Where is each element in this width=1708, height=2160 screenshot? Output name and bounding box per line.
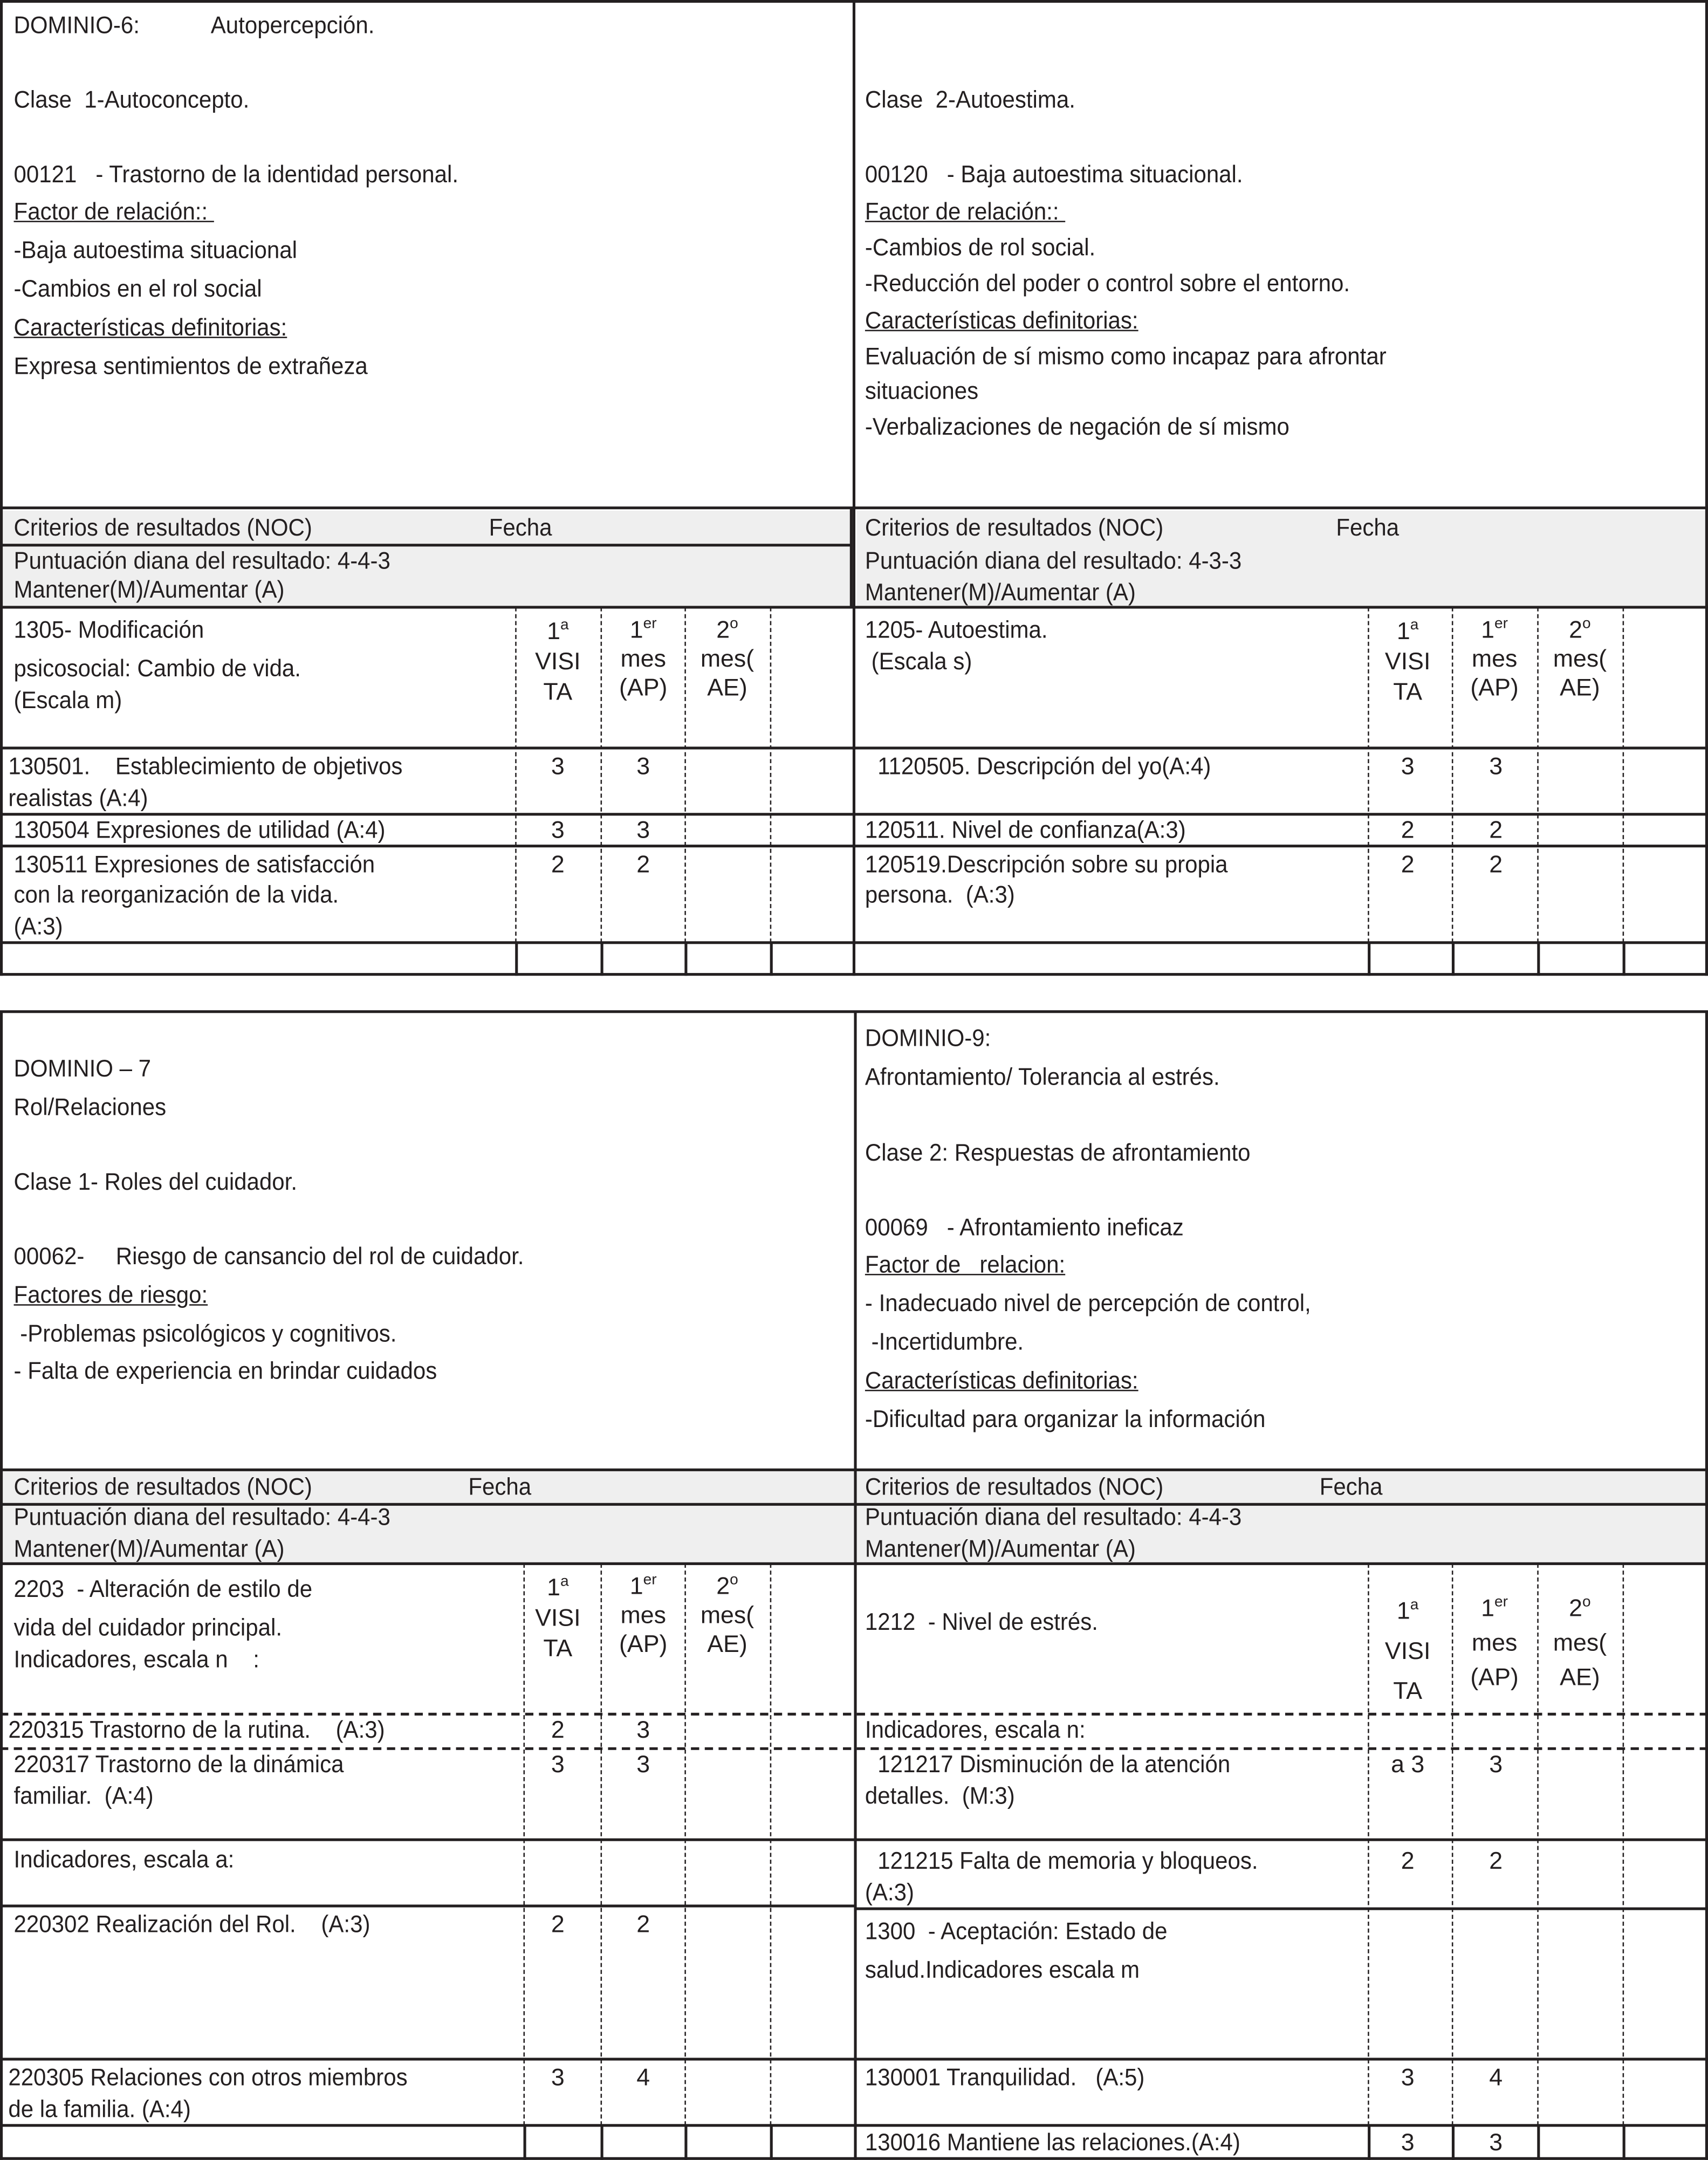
characteristic: -Dificultad para organizar la información (865, 1405, 1266, 1433)
maintain-increase-label: Mantener(M)/Aumentar (A) (865, 1534, 1136, 1562)
score-first-visit: 3 (1401, 2128, 1415, 2156)
characteristic: Evaluación de sí mismo como incapaz para afrontar (865, 342, 1387, 370)
score-first-month: 3 (636, 815, 650, 844)
indicator-text: familiar. (A:4) (13, 1781, 154, 1809)
target-score: Puntuación diana del resultado: 4-4-3 (13, 546, 390, 574)
indicator-text: 120511. Nivel de confianza(A:3) (865, 815, 1186, 844)
factor: - Inadecuado nivel de percepción de control, (865, 1289, 1311, 1317)
indicator-text: 220305 Relaciones con otros miembros (8, 2063, 408, 2091)
indicator-text: 130501. Establecimiento de objetivos (8, 752, 403, 780)
noc-outcome: 1205- Autoestima. (865, 615, 1048, 643)
col-divider (524, 2125, 526, 2160)
maintain-increase-label: Mantener(M)/Aumentar (A) (865, 578, 1136, 606)
noc-outcome: 1305- Modificación (13, 615, 204, 643)
col-header-second-month: 2$^o$ mes( AE) (700, 615, 754, 701)
score-first-visit: 3 (551, 1750, 565, 1778)
factor: -Cambios de rol social. (865, 233, 1096, 261)
date-label: Fecha (468, 1472, 532, 1500)
domain-name: Afrontamiento/ Tolerancia al estrés. (865, 1062, 1220, 1091)
col-divider (770, 607, 772, 943)
factor: -Incertidumbre. (865, 1327, 1024, 1355)
date-label: Fecha (489, 513, 552, 541)
noc-outcome: 1300 - Aceptación: Estado de (865, 1917, 1168, 1945)
indicator-text: (A:3) (865, 1878, 914, 1906)
indicator-text: con la reorganización de la vida. (13, 880, 339, 908)
date-label: Fecha (1319, 1472, 1383, 1500)
col-divider (601, 943, 603, 976)
col-divider (1368, 943, 1370, 976)
col-header-first-visit: 1$^a$ VISI TA (535, 616, 581, 705)
indicator-text: 130016 Mantiene las relaciones.(A:4) (865, 2128, 1240, 2156)
col-header-second-month: 2$^o$ mes( AE) (1553, 615, 1607, 701)
score-first-visit: 3 (1401, 752, 1415, 780)
score-first-month: 3 (636, 1715, 650, 1744)
characteristic: Expresa sentimientos de extrañeza (13, 352, 368, 380)
col-header-first-month: 1er mes (AP) (619, 1572, 668, 1658)
col-divider (770, 2125, 773, 2160)
class-label: Clase 1- Roles del cuidador. (13, 1167, 298, 1196)
factor-label: Factor de relacion: (865, 1250, 1066, 1278)
score-first-month: 3 (636, 1750, 650, 1778)
col-divider (601, 2125, 603, 2160)
score-first-month: 4 (1489, 2063, 1503, 2091)
indicator-text: 1120505. Descripción del yo(A:4) (865, 752, 1211, 780)
domain-title: DOMINIO-9: (865, 1024, 991, 1052)
col-header-first-month: 1er mes (AP) (1470, 1594, 1519, 1691)
score-first-visit: 2 (551, 850, 565, 878)
characteristics-label: Características definitorias: (865, 1366, 1138, 1394)
col-header-first-month: 1er mes (AP) (619, 615, 668, 701)
factor: -Cambios en el rol social (13, 275, 262, 303)
col-header-second-month: 2$^o$ mes( AE) (1553, 1594, 1607, 1691)
col-divider (1452, 943, 1455, 976)
score-first-visit: 2 (1401, 850, 1415, 878)
indicator-text: 130001 Tranquilidad. (A:5) (865, 2063, 1145, 2091)
factor: - Falta de experiencia en brindar cuidados (13, 1356, 437, 1384)
score-first-visit: a 3 (1391, 1750, 1425, 1778)
score-first-visit: 2 (1401, 1846, 1415, 1875)
target-score: Puntuación diana del resultado: 4-4-3 (865, 1503, 1242, 1531)
score-first-visit: 2 (551, 1910, 565, 1938)
divider (854, 1012, 856, 2160)
score-first-month: 3 (1489, 2128, 1503, 2156)
factor-label: Factor de relación:: (13, 197, 214, 225)
noc-outcome: 2203 - Alteración de estilo de (13, 1574, 313, 1602)
target-score: Puntuación diana del resultado: 4-4-3 (13, 1503, 390, 1531)
indicator-text: detalles. (M:3) (865, 1781, 1015, 1809)
diagnosis: 00120 - Baja autoestima situacional. (865, 160, 1243, 188)
col-divider (1623, 1564, 1624, 2125)
score-first-visit: 3 (551, 2063, 565, 2091)
indicator-text: realistas (A:4) (8, 784, 148, 812)
noc-outcome: psicosocial: Cambio de vida. (13, 654, 301, 682)
indicator-text: 121215 Falta de memoria y bloqueos. (865, 1846, 1258, 1875)
noc-outcome: salud.Indicadores escala m (865, 1956, 1140, 1984)
diagnosis: 00062- Riesgo de cansancio del rol de cuidador. (13, 1242, 524, 1270)
score-first-month: 3 (636, 752, 650, 780)
col-header-first-visit: 1$^a$ VISI TA (535, 1573, 581, 1662)
border (1705, 1012, 1708, 2160)
maintain-increase-label: Mantener(M)/Aumentar (A) (13, 575, 285, 604)
diagnosis: 00069 - Afrontamiento ineficaz (865, 1213, 1184, 1241)
indicator-text: de la familia. (A:4) (8, 2095, 191, 2123)
indicator-text: 220315 Trastorno de la rutina. (A:3) (8, 1715, 385, 1744)
score-first-month: 2 (1489, 850, 1503, 878)
col-divider (515, 943, 518, 976)
col-header-first-visit: 1$^a$ VISI TA (1384, 1596, 1431, 1705)
characteristic: situaciones (865, 376, 979, 404)
noc-criteria-label: Criterios de resultados (NOC) (13, 1472, 312, 1500)
noc-outcome: Indicadores, escala n : (13, 1645, 259, 1673)
score-first-month: 4 (636, 2063, 650, 2091)
noc-outcome: 1212 - Nivel de estrés. (865, 1608, 1098, 1636)
noc-outcome: vida del cuidador principal. (13, 1613, 283, 1641)
diagnosis: 00121 - Trastorno de la identidad personal. (13, 160, 459, 188)
factor-label: Factor de relación:: (865, 197, 1066, 225)
col-header-second-month: 2$^o$ mes( AE) (700, 1572, 754, 1658)
maintain-increase-label: Mantener(M)/Aumentar (A) (13, 1534, 285, 1562)
indicator-text: 130504 Expresiones de utilidad (A:4) (13, 815, 386, 844)
indicator-text: 130511 Expresiones de satisfacción (13, 850, 375, 878)
border (1705, 0, 1708, 976)
domain-name: Autopercepción. (210, 11, 375, 39)
col-divider (1623, 607, 1624, 943)
noc-criteria-label: Criterios de resultados (NOC) (865, 1472, 1164, 1500)
factor: -Problemas psicológicos y cognitivos. (13, 1319, 397, 1347)
date-label: Fecha (1336, 513, 1400, 541)
noc-outcome: (Escala s) (865, 647, 972, 675)
score-first-visit: 3 (1401, 2063, 1415, 2091)
divider (0, 1904, 854, 1907)
domain-title: DOMINIO – 7 (13, 1054, 152, 1082)
col-divider (684, 2125, 687, 2160)
score-first-month: 2 (1489, 815, 1503, 844)
col-divider (1623, 943, 1625, 976)
col-divider (1537, 943, 1540, 976)
col-header-first-visit: 1$^a$ VISI TA (1384, 616, 1431, 705)
border (0, 0, 3, 976)
col-divider (770, 943, 773, 976)
score-first-visit: 2 (1401, 815, 1415, 844)
class-label: Clase 1-Autoconcepto. (13, 85, 250, 113)
indicator-text: (A:3) (13, 912, 63, 940)
noc-criteria-label: Criterios de resultados (NOC) (13, 513, 312, 541)
score-first-month: 2 (1489, 1846, 1503, 1875)
score-first-month: 3 (1489, 1750, 1503, 1778)
characteristics-label: Características definitorias: (865, 306, 1138, 334)
indicator-scale-label: Indicadores, escala n: (865, 1715, 1086, 1744)
col-divider (770, 1564, 772, 2125)
class-label: Clase 2: Respuestas de afrontamiento (865, 1139, 1251, 1167)
divider (853, 0, 855, 976)
class-label: Clase 2-Autoestima. (865, 85, 1075, 113)
noc-criteria-label: Criterios de resultados (NOC) (865, 513, 1164, 541)
indicator-text: 120519.Descripción sobre su propia (865, 850, 1228, 878)
score-first-visit: 2 (551, 1715, 565, 1744)
score-first-month: 3 (1489, 752, 1503, 780)
divider (854, 1908, 1707, 1910)
indicator-text: 220302 Realización del Rol. (A:3) (13, 1910, 371, 1938)
col-divider (1623, 2125, 1625, 2160)
col-divider (684, 943, 687, 976)
characteristic: -Verbalizaciones de negación de sí mismo (865, 413, 1289, 441)
score-first-visit: 3 (551, 752, 565, 780)
indicator-scale-label: Indicadores, escala a: (13, 1845, 235, 1873)
divider (850, 508, 853, 607)
indicator-text: 121217 Disminución de la atención (865, 1750, 1231, 1778)
characteristics-label: Características definitorias: (13, 313, 287, 341)
domain-title: DOMINIO-6: (13, 11, 140, 39)
risk-factors-label: Factores de riesgo: (13, 1280, 208, 1308)
score-first-visit: 3 (551, 815, 565, 844)
col-header-first-month: 1er mes (AP) (1470, 615, 1519, 701)
score-first-month: 2 (636, 850, 650, 878)
factor: -Baja autoestima situacional (13, 236, 298, 264)
divider (0, 506, 1708, 509)
domain-name: Rol/Relaciones (13, 1093, 167, 1121)
indicator-text: persona. (A:3) (865, 880, 1015, 908)
factor: -Reducción del poder o control sobre el entorno. (865, 269, 1350, 297)
score-first-month: 2 (636, 1910, 650, 1938)
noc-outcome: (Escala m) (13, 685, 122, 714)
target-score: Puntuación diana del resultado: 4-3-3 (865, 546, 1242, 574)
border (0, 1012, 3, 2160)
indicator-text: 220317 Trastorno de la dinámica (13, 1750, 344, 1778)
